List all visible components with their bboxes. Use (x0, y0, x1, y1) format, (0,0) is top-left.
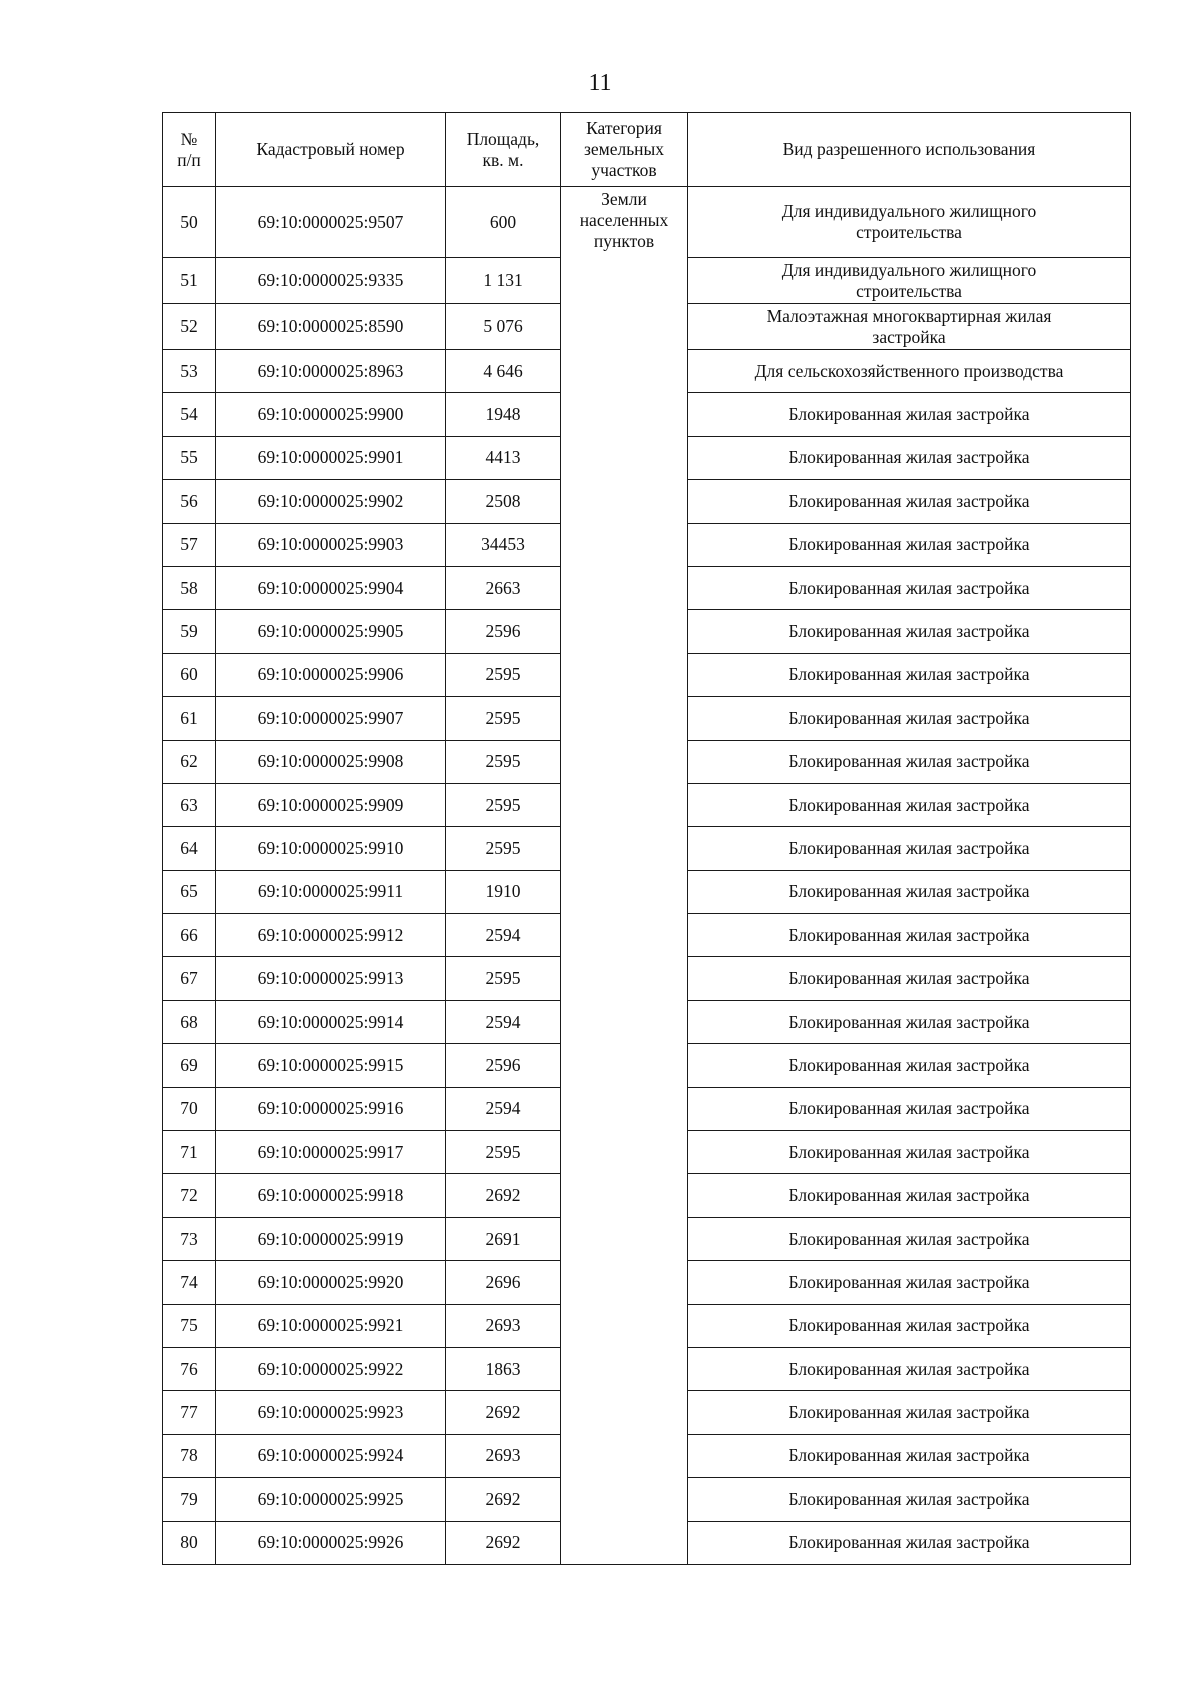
cell-area: 4 646 (446, 350, 561, 393)
cell-area: 1910 (446, 870, 561, 913)
cell-cadastral: 69:10:0000025:9913 (216, 957, 446, 1000)
cell-cadastral: 69:10:0000025:9923 (216, 1391, 446, 1434)
cell-use: Блокированная жилая застройка (688, 1174, 1131, 1217)
cell-cadastral: 69:10:0000025:9909 (216, 783, 446, 826)
cell-area: 2594 (446, 1000, 561, 1043)
cell-use: Блокированная жилая застройка (688, 566, 1131, 609)
cell-area: 2595 (446, 783, 561, 826)
cell-cadastral: 69:10:0000025:9917 (216, 1131, 446, 1174)
cell-area: 2691 (446, 1217, 561, 1260)
cell-use: Блокированная жилая застройка (688, 436, 1131, 479)
cell-num: 79 (163, 1478, 216, 1521)
cell-num: 58 (163, 566, 216, 609)
cell-num: 69 (163, 1044, 216, 1087)
header-area: Площадь, кв. м. (446, 113, 561, 187)
cell-area: 2595 (446, 827, 561, 870)
cell-area: 2595 (446, 697, 561, 740)
cell-num: 62 (163, 740, 216, 783)
header-use: Вид разрешенного использования (688, 113, 1131, 187)
cell-category: Земли населенных пунктов (561, 187, 688, 1565)
cell-num: 63 (163, 783, 216, 826)
table-body (163, 187, 1131, 1565)
cell-area: 2696 (446, 1261, 561, 1304)
cell-cadastral: 69:10:0000025:9905 (216, 610, 446, 653)
cell-cadastral: 69:10:0000025:9902 (216, 480, 446, 523)
cell-area: 4413 (446, 436, 561, 479)
cell-num: 59 (163, 610, 216, 653)
land-plots-table (162, 112, 1131, 1565)
cell-num: 52 (163, 304, 216, 350)
cell-area: 1948 (446, 393, 561, 436)
cell-cadastral: 69:10:0000025:9919 (216, 1217, 446, 1260)
cell-cadastral: 69:10:0000025:9915 (216, 1044, 446, 1087)
cell-num: 55 (163, 436, 216, 479)
cell-cadastral: 69:10:0000025:9921 (216, 1304, 446, 1347)
cell-cadastral: 69:10:0000025:9901 (216, 436, 446, 479)
cell-cadastral: 69:10:0000025:9922 (216, 1347, 446, 1390)
header-category: Категория земельных участков (561, 113, 688, 187)
cell-cadastral: 69:10:0000025:9908 (216, 740, 446, 783)
cell-cadastral: 69:10:0000025:9912 (216, 914, 446, 957)
cell-area: 2693 (446, 1434, 561, 1477)
cell-use: Блокированная жилая застройка (688, 783, 1131, 826)
cell-num: 65 (163, 870, 216, 913)
cell-use: Блокированная жилая застройка (688, 653, 1131, 696)
cell-use: Блокированная жилая застройка (688, 1434, 1131, 1477)
cell-num: 51 (163, 258, 216, 304)
cell-use: Блокированная жилая застройка (688, 610, 1131, 653)
cell-use: Для индивидуального жилищного строительства (688, 187, 1131, 258)
cell-area: 1 131 (446, 258, 561, 304)
cell-cadastral: 69:10:0000025:9906 (216, 653, 446, 696)
cell-cadastral: 69:10:0000025:9335 (216, 258, 446, 304)
header-num: № п/п (163, 113, 216, 187)
cell-area: 34453 (446, 523, 561, 566)
cell-cadastral: 69:10:0000025:9920 (216, 1261, 446, 1304)
cell-area: 2594 (446, 914, 561, 957)
cell-use: Блокированная жилая застройка (688, 827, 1131, 870)
cell-use: Блокированная жилая застройка (688, 1304, 1131, 1347)
cell-use: Блокированная жилая застройка (688, 1000, 1131, 1043)
cell-use: Малоэтажная многоквартирная жилая застройка (688, 304, 1131, 350)
cell-use: Блокированная жилая застройка (688, 1261, 1131, 1304)
cell-num: 54 (163, 393, 216, 436)
cell-area: 2595 (446, 957, 561, 1000)
cell-num: 73 (163, 1217, 216, 1260)
cell-num: 64 (163, 827, 216, 870)
cell-use: Блокированная жилая застройка (688, 1131, 1131, 1174)
cell-cadastral: 69:10:0000025:8590 (216, 304, 446, 350)
cell-use: Блокированная жилая застройка (688, 1217, 1131, 1260)
cell-cadastral: 69:10:0000025:9904 (216, 566, 446, 609)
cell-use: Блокированная жилая застройка (688, 740, 1131, 783)
cell-cadastral: 69:10:0000025:9918 (216, 1174, 446, 1217)
cell-cadastral: 69:10:0000025:9910 (216, 827, 446, 870)
cell-num: 76 (163, 1347, 216, 1390)
cell-cadastral: 69:10:0000025:9916 (216, 1087, 446, 1130)
cell-num: 60 (163, 653, 216, 696)
cell-num: 70 (163, 1087, 216, 1130)
table-row (163, 187, 1131, 258)
cell-cadastral: 69:10:0000025:9507 (216, 187, 446, 258)
cell-use: Блокированная жилая застройка (688, 1044, 1131, 1087)
cell-area: 2596 (446, 610, 561, 653)
cell-area: 2663 (446, 566, 561, 609)
cell-num: 67 (163, 957, 216, 1000)
cell-use: Блокированная жилая застройка (688, 393, 1131, 436)
cell-cadastral: 69:10:0000025:9900 (216, 393, 446, 436)
cell-cadastral: 69:10:0000025:9914 (216, 1000, 446, 1043)
cell-num: 61 (163, 697, 216, 740)
cell-area: 2692 (446, 1521, 561, 1564)
cell-num: 68 (163, 1000, 216, 1043)
cell-use: Блокированная жилая застройка (688, 1087, 1131, 1130)
cell-area: 2596 (446, 1044, 561, 1087)
cell-area: 1863 (446, 1347, 561, 1390)
cell-cadastral: 69:10:0000025:9926 (216, 1521, 446, 1564)
cell-use: Блокированная жилая застройка (688, 1391, 1131, 1434)
cell-area: 2692 (446, 1391, 561, 1434)
table-header-row (163, 113, 1131, 187)
cell-area: 2595 (446, 1131, 561, 1174)
page-number: 11 (588, 70, 612, 96)
cell-use: Для сельскохозяйственного производства (688, 350, 1131, 393)
cell-cadastral: 69:10:0000025:9924 (216, 1434, 446, 1477)
cell-num: 72 (163, 1174, 216, 1217)
cell-use: Блокированная жилая застройка (688, 1347, 1131, 1390)
cell-cadastral: 69:10:0000025:9925 (216, 1478, 446, 1521)
cell-num: 57 (163, 523, 216, 566)
cell-num: 71 (163, 1131, 216, 1174)
cell-num: 56 (163, 480, 216, 523)
cell-use: Блокированная жилая застройка (688, 870, 1131, 913)
cell-use: Блокированная жилая застройка (688, 480, 1131, 523)
cell-area: 2693 (446, 1304, 561, 1347)
cell-area: 600 (446, 187, 561, 258)
cell-use: Блокированная жилая застройка (688, 1478, 1131, 1521)
cell-area: 2595 (446, 653, 561, 696)
cell-use: Блокированная жилая застройка (688, 697, 1131, 740)
cell-num: 50 (163, 187, 216, 258)
cell-use: Блокированная жилая застройка (688, 523, 1131, 566)
cell-use: Для индивидуального жилищного строительства (688, 258, 1131, 304)
cell-area: 2692 (446, 1174, 561, 1217)
header-cadastral: Кадастровый номер (216, 113, 446, 187)
cell-area: 2692 (446, 1478, 561, 1521)
cell-cadastral: 69:10:0000025:9903 (216, 523, 446, 566)
cell-cadastral: 69:10:0000025:9911 (216, 870, 446, 913)
cell-area: 5 076 (446, 304, 561, 350)
cell-num: 77 (163, 1391, 216, 1434)
cell-area: 2594 (446, 1087, 561, 1130)
cell-cadastral: 69:10:0000025:9907 (216, 697, 446, 740)
cell-use: Блокированная жилая застройка (688, 914, 1131, 957)
cell-num: 75 (163, 1304, 216, 1347)
cell-num: 66 (163, 914, 216, 957)
cell-num: 74 (163, 1261, 216, 1304)
cell-num: 78 (163, 1434, 216, 1477)
cell-use: Блокированная жилая застройка (688, 1521, 1131, 1564)
cell-area: 2508 (446, 480, 561, 523)
cell-num: 53 (163, 350, 216, 393)
cell-cadastral: 69:10:0000025:8963 (216, 350, 446, 393)
cell-area: 2595 (446, 740, 561, 783)
cell-num: 80 (163, 1521, 216, 1564)
cell-use: Блокированная жилая застройка (688, 957, 1131, 1000)
